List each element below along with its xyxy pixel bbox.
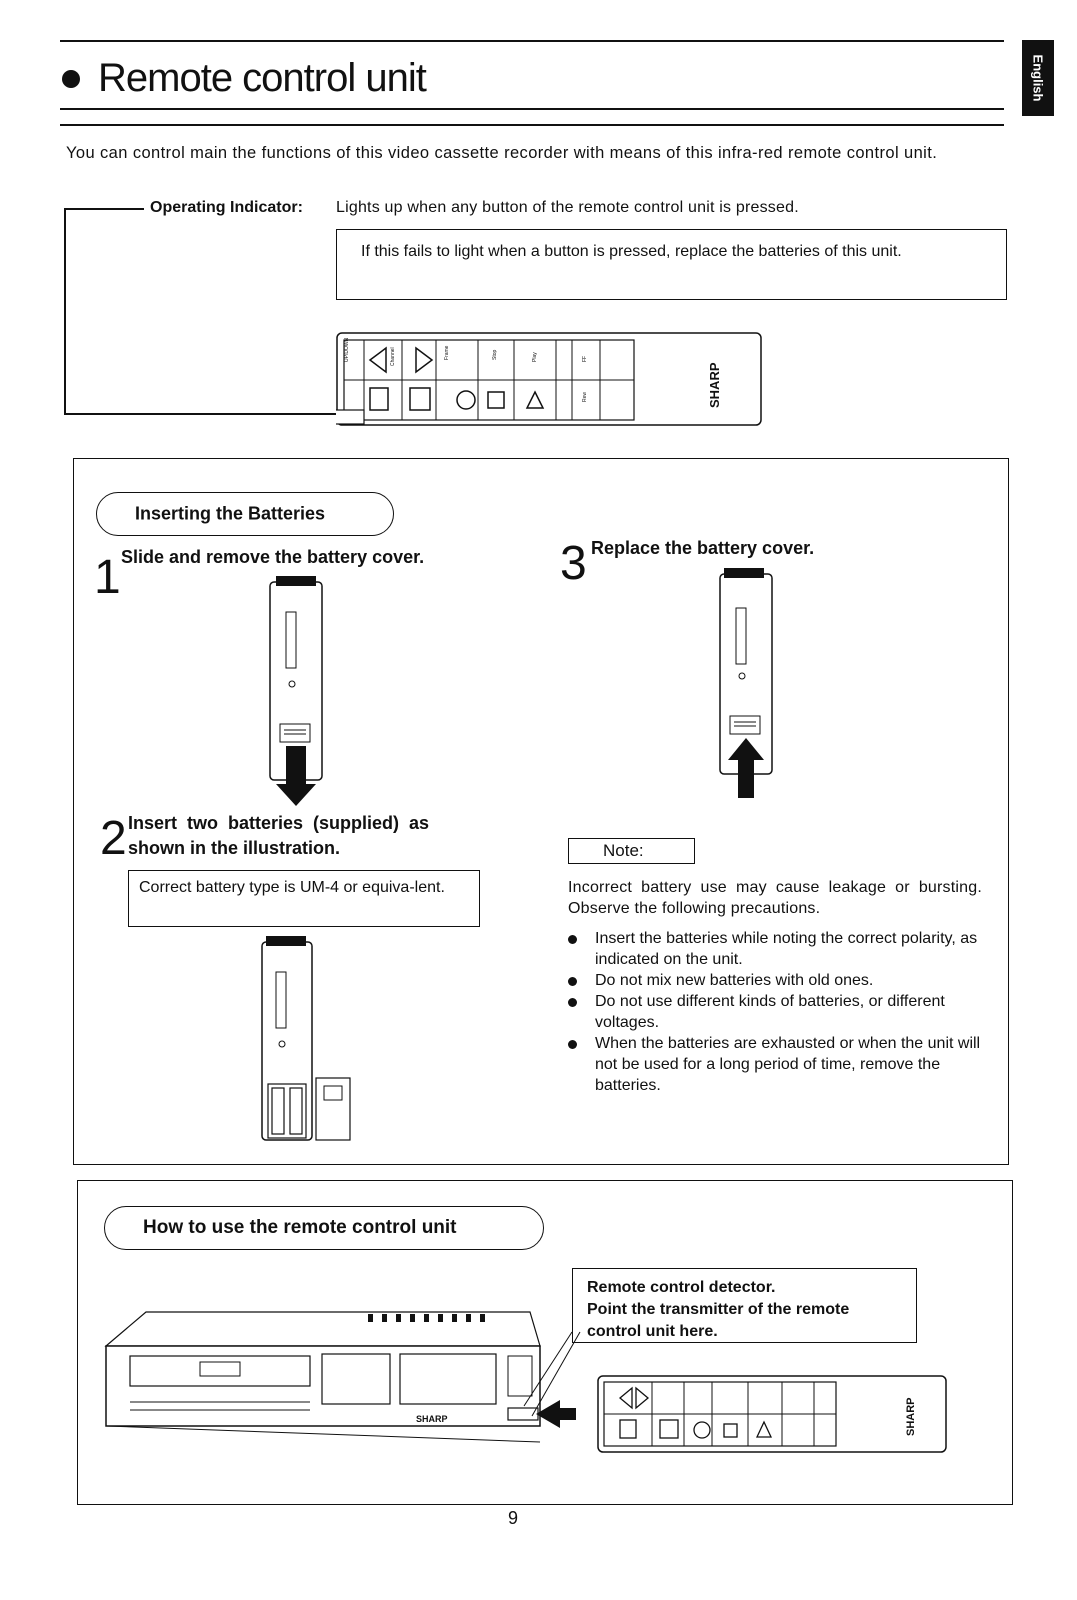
precaution-item: Do not mix new batteries with old ones. [568, 970, 982, 991]
remote-control-illustration [336, 332, 762, 428]
indicator-warning-box: If this fails to light when a button is pressed, replace the batteries of this unit. [336, 229, 1007, 300]
battery-type-note-box: Correct battery type is UM-4 or equiva-lent. [128, 870, 480, 927]
svg-text:Play: Play [532, 352, 538, 362]
step-3-text: Replace the battery cover. [591, 538, 815, 558]
language-tab [1022, 40, 1054, 116]
title-rule [60, 108, 1004, 110]
svg-text:Frame: Frame [444, 345, 450, 360]
page-number: 9 [508, 1508, 519, 1528]
step-2-text-line1: Insert two batteries (supplied) as [128, 813, 430, 833]
precautions-list [568, 928, 982, 1096]
operating-indicator-label: Operating Indicator: [150, 199, 303, 216]
operating-indicator-description: Lights up when any button of the remote control unit is pressed. [336, 199, 799, 216]
inserting-heading-text: Inserting the Batteries [135, 503, 326, 524]
vcr-brand: SHARP [416, 1414, 448, 1424]
how-to-use-heading-text: How to use the remote control unit [143, 1217, 457, 1238]
top-rule [60, 40, 1004, 42]
indicator-bracket-vertical [64, 208, 66, 414]
remote-back-open-illustration [262, 574, 332, 808]
remote-brand: SHARP [707, 362, 722, 408]
language-tab-label: English [1030, 54, 1046, 102]
step-1-number: 1 [94, 551, 121, 604]
bullet-icon [62, 70, 80, 88]
how-to-use-heading [104, 1206, 544, 1250]
remote-brand-bottom: SHARP [905, 1397, 917, 1436]
page-title [62, 56, 426, 101]
svg-text:Channel: Channel [390, 347, 396, 366]
inserting-batteries-heading [96, 492, 394, 536]
title-rule-bottom [60, 124, 1004, 126]
note-label-box: Note: [568, 838, 695, 864]
step-2-number: 2 [100, 812, 127, 865]
intro-text: You can control main the functions of this video cassette recorder with means of this infra-red remote control unit. [66, 144, 938, 162]
step-2-text-line2: shown in the illustration. [128, 838, 341, 858]
precaution-item: Do not use different kinds of batteries, or different voltages. [568, 991, 982, 1033]
indicator-bracket-top [64, 208, 144, 210]
detector-pointer-lines [520, 1330, 600, 1420]
svg-text:Stop: Stop [492, 349, 498, 360]
indicator-bracket-bottom [64, 413, 366, 415]
vcr-illustration [100, 1300, 580, 1448]
detector-line-2: Point the transmitter of the remote [587, 1301, 850, 1318]
remote-back-close-illustration [712, 564, 782, 800]
svg-text:Rew: Rew [582, 391, 588, 402]
svg-text:UP/DOWN: UP/DOWN [344, 337, 350, 362]
remote-control-illustration-bottom [592, 1372, 952, 1456]
precaution-item: When the batteries are exhausted or when the unit will not be used for a long period of time, remove the batteries. [568, 1033, 982, 1096]
detector-line-3: control unit here. [587, 1323, 718, 1340]
precaution-item: Insert the batteries while noting the correct polarity, as indicated on the unit. [568, 928, 982, 970]
svg-text:FF: FF [582, 355, 588, 362]
remote-detector-box [572, 1268, 917, 1343]
step-1-text: Slide and remove the battery cover. [121, 547, 425, 567]
remote-batteries-illustration [256, 934, 364, 1144]
note-text: Incorrect battery use may cause leakage or bursting. Observe the following precautions. [568, 879, 982, 917]
step-3-number: 3 [560, 537, 587, 590]
detector-line-1: Remote control detector. [587, 1279, 776, 1296]
page-title-text: Remote control unit [98, 56, 426, 100]
